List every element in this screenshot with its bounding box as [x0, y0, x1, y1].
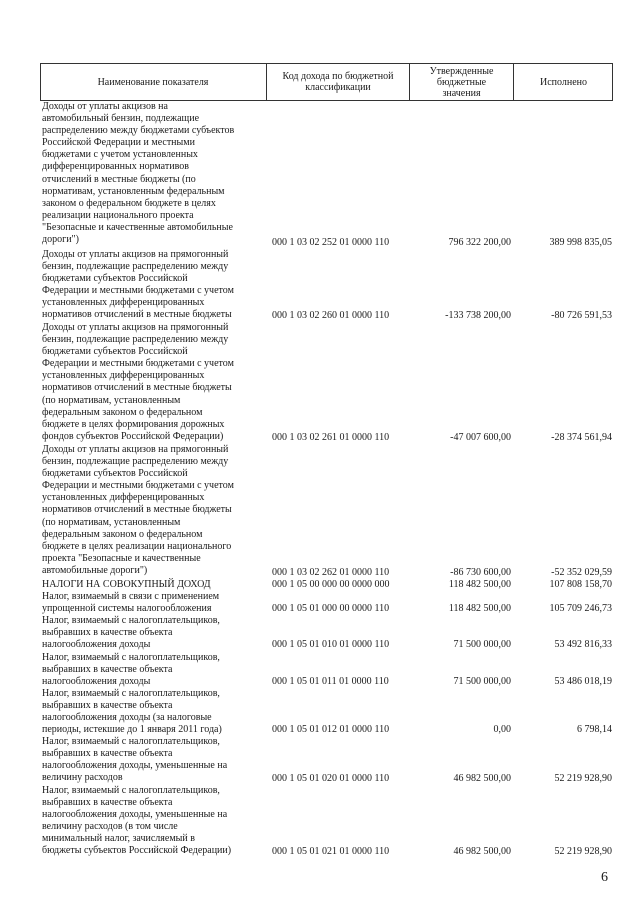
row-approved: -133 738 200,00: [445, 310, 511, 321]
row-code: 000 1 05 01 010 01 0000 110: [272, 639, 390, 650]
row-name: НАЛОГИ НА СОВОКУПНЫЙ ДОХОД: [42, 579, 211, 590]
row-approved: -86 730 600,00: [450, 567, 511, 578]
row-executed: 53 492 816,33: [554, 639, 612, 650]
row-executed: 52 219 928,90: [554, 773, 612, 784]
row-approved: 796 322 200,00: [448, 237, 511, 248]
row-approved: -47 007 600,00: [450, 432, 511, 443]
row-code: 000 1 05 01 011 01 0000 110: [272, 676, 389, 687]
row-code: 000 1 03 02 260 01 0000 110: [272, 310, 390, 321]
header-approved-column: Утвержденные бюджетные значения: [410, 63, 514, 101]
row-code: 000 1 03 02 262 01 0000 110: [272, 567, 390, 578]
row-approved: 0,00: [493, 724, 511, 735]
header-code-column: Код дохода по бюджетной классификации: [267, 63, 410, 101]
row-name: Налог, взимаемый с налогоплательщиков, выбравших в качестве объекта налогообложения доходы (за налоговые периоды, истекшие до 1 января 2011 года): [42, 688, 222, 736]
row-name: Налог, взимаемый с налогоплательщиков, выбравших в качестве объекта налогообложения доходы, уменьшенные на величину расходов: [42, 736, 228, 784]
row-approved: 46 982 500,00: [453, 773, 511, 784]
row-code: 000 1 05 01 000 00 0000 110: [272, 603, 390, 614]
header-name-column: Наименование показателя: [40, 63, 267, 101]
row-approved: 46 982 500,00: [453, 846, 511, 857]
row-name: Доходы от уплаты акцизов на прямогонный бензин, подлежащие распределению между бюджетами субъектов Российской Федерации и местными бюджетами с учетом установленных дифференцированных нормативов отчислений в местные бюджеты (по нормативам, установленным федеральным законом о федеральном бюджете в целях формирования дорожных фондов субъектов Российской Федерации): [42, 322, 234, 442]
row-approved: 118 482 500,00: [448, 603, 511, 614]
row-code: 000 1 03 02 252 01 0000 110: [272, 237, 390, 248]
row-code: 000 1 05 00 000 00 0000 000: [272, 579, 390, 590]
row-executed: 52 219 928,90: [554, 846, 612, 857]
row-approved: 71 500 000,00: [453, 639, 511, 650]
page-number: 6: [601, 870, 608, 885]
row-executed: -52 352 029,59: [551, 567, 612, 578]
header-executed-column: Исполнено: [539, 76, 587, 88]
row-executed: 6 798,14: [577, 724, 612, 735]
row-code: 000 1 05 01 021 01 0000 110: [272, 846, 390, 857]
row-name: Доходы от уплаты акцизов на прямогонный бензин, подлежащие распределению между бюджетами субъектов Российской Федерации и местными бюджетами с учетом установленных дифференцированных нормативов отчислений в местные бюджеты: [42, 249, 234, 321]
row-executed: 53 486 018,19: [554, 676, 612, 687]
row-name: Налог, взимаемый с налогоплательщиков, выбравших в качестве объекта налогообложения доходы: [42, 652, 220, 688]
row-code: 000 1 05 01 020 01 0000 110: [272, 773, 390, 784]
row-code: 000 1 05 01 012 01 0000 110: [272, 724, 390, 735]
row-approved: 71 500 000,00: [453, 676, 511, 687]
row-name: Доходы от уплаты акцизов на автомобильный бензин, подлежащие распределению между бюджетами субъектов Российской Федерации и местными бюджетами с учетом установленных дифференцированных нормативов отчислений в местные бюджеты (по нормативам, установленным федеральным законом о федеральном бюджете в целях реализации национального проекта "Безопасные и качественные автомобильные дороги"): [42, 101, 235, 246]
row-approved: 118 482 500,00: [448, 579, 511, 590]
row-executed: 105 709 246,73: [549, 603, 612, 614]
row-executed: -28 374 561,94: [551, 432, 612, 443]
row-name: Налог, взимаемый в связи с применением упрощенной системы налогообложения: [42, 591, 220, 615]
row-name: Доходы от уплаты акцизов на прямогонный бензин, подлежащие распределению между бюджетами субъектов Российской Федерации и местными бюджетами с учетом установленных дифференцированных нормативов отчислений в местные бюджеты (по нормативам, установленным федеральным законом о федеральном бюджете в целях реализации национального проекта "Безопасные и качественные автомобильные дороги"): [42, 444, 234, 576]
row-name: Налог, взимаемый с налогоплательщиков, выбравших в качестве объекта налогообложения доходы, уменьшенные на величину расходов (в том числе минимальный налог, зачисляемый в бюджеты субъектов Российской Федерации): [42, 785, 232, 857]
row-executed: -80 726 591,53: [551, 310, 612, 321]
row-name: Налог, взимаемый с налогоплательщиков, выбравших в качестве объекта налогообложения доходы: [42, 615, 220, 651]
row-code: 000 1 03 02 261 01 0000 110: [272, 432, 390, 443]
row-executed: 107 808 158,70: [549, 579, 612, 590]
row-executed: 389 998 835,05: [549, 237, 612, 248]
